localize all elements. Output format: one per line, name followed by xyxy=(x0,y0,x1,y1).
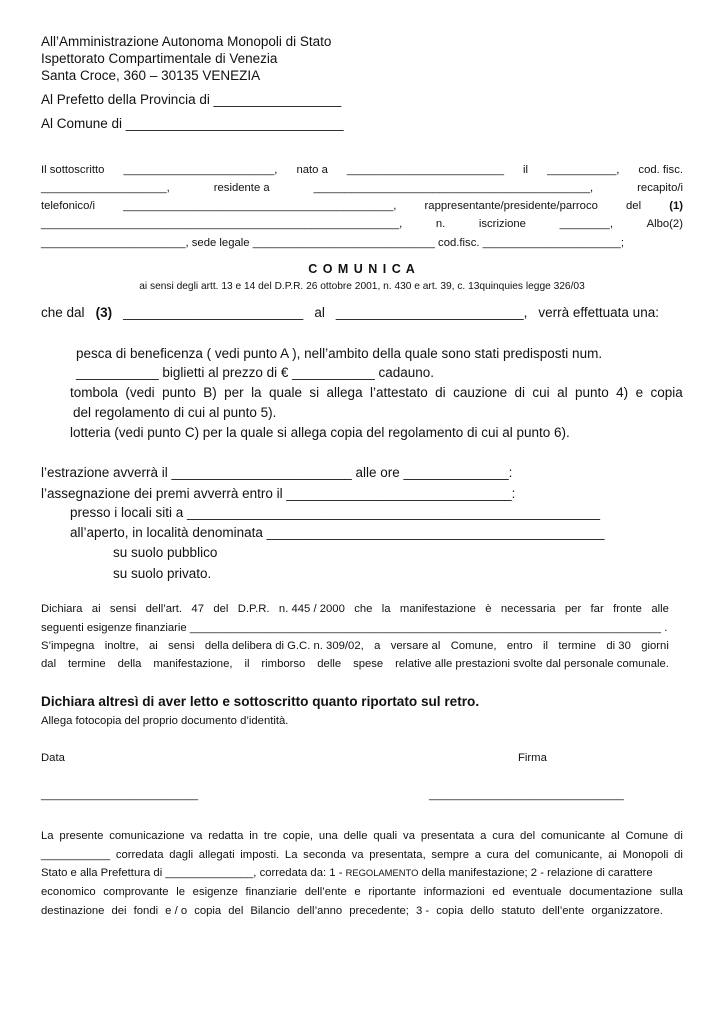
word: una xyxy=(318,830,338,842)
word: La xyxy=(41,830,54,842)
word: presentata xyxy=(420,830,475,842)
word: fronte xyxy=(613,603,642,615)
text: Il sottoscritto xyxy=(41,164,105,176)
note-ref: (3) xyxy=(95,305,113,320)
applicant-row-4 xyxy=(41,218,683,230)
word: cura xyxy=(492,830,515,842)
word: che xyxy=(354,603,373,615)
word: e / o xyxy=(165,905,188,917)
word: finanziarie xyxy=(245,886,298,898)
text: nato a xyxy=(296,164,328,176)
word: per xyxy=(564,603,582,615)
option-tombola xyxy=(70,385,683,400)
location-outdoor: all’aperto, in località denominata _____________________________________________ xyxy=(70,525,605,540)
word: B) xyxy=(203,385,217,400)
word: per xyxy=(224,385,244,400)
text: Albo(2) xyxy=(646,218,683,230)
event-period-row xyxy=(41,305,659,320)
word: sensi xyxy=(109,603,137,615)
word: e xyxy=(635,385,644,400)
word: è xyxy=(485,603,492,615)
word: Monopoli xyxy=(622,849,669,861)
word: ed xyxy=(492,886,505,898)
text: Stato e alla Prefettura di ______________, corredata da: 1 - xyxy=(41,867,346,879)
option-lotteria: lotteria (vedi punto C) per la quale si allega copia del regolamento di cui al punto 6). xyxy=(70,425,570,440)
word: comunicazione xyxy=(109,830,185,842)
declaration-line-4 xyxy=(41,658,669,670)
signature-label: Firma xyxy=(518,752,547,764)
word: D.P.R. xyxy=(237,603,270,615)
word: economico xyxy=(41,886,96,898)
word: manifestazione xyxy=(399,603,476,615)
word: cura xyxy=(486,849,509,861)
word: 4) xyxy=(616,385,629,400)
word: sensi xyxy=(168,640,195,652)
word: l’attestato xyxy=(369,385,428,400)
word: manifestazione, xyxy=(153,658,233,670)
word: (vedi xyxy=(125,385,155,400)
word: corredata xyxy=(115,849,164,861)
word: delle xyxy=(317,658,342,670)
word: dell’art. xyxy=(145,603,183,615)
blank: ____________________, xyxy=(41,182,170,194)
text: al xyxy=(314,305,325,320)
word: Dichiara xyxy=(41,603,83,615)
word: del xyxy=(213,603,229,615)
word: comunicante xyxy=(540,830,606,842)
word: Bilancio xyxy=(250,905,290,917)
word: seconda xyxy=(303,849,346,861)
blank: ___________, xyxy=(547,164,620,176)
addressee-address: Santa Croce, 360 – 30135 VENEZIA xyxy=(41,68,261,83)
word: eventuale xyxy=(512,886,562,898)
blank: ___________________________________________, xyxy=(123,200,397,212)
word: far xyxy=(590,603,604,615)
word: La xyxy=(284,849,298,861)
word: dagli xyxy=(169,849,194,861)
footer-line-3 xyxy=(41,867,653,879)
word: ai xyxy=(608,849,617,861)
private-ground: su suolo privato. xyxy=(113,566,212,581)
word: ___________ xyxy=(41,849,111,861)
declaration-line-2: seguenti esigenze finanziarie ___________________________________________________________________________ . xyxy=(41,622,668,634)
word: di xyxy=(674,849,683,861)
text: telefonico/i xyxy=(41,200,96,212)
blank: ________________________, xyxy=(123,164,278,176)
word: dell’ente xyxy=(542,905,585,917)
word: entro xyxy=(506,640,533,652)
word: copia xyxy=(650,385,683,400)
word: Comune xyxy=(625,830,669,842)
footer-line-4 xyxy=(41,886,683,898)
word: allegati xyxy=(198,849,235,861)
word: statuto xyxy=(501,905,536,917)
word: va xyxy=(351,849,364,861)
word: quali xyxy=(373,830,398,842)
text: cod. fisc. xyxy=(638,164,683,176)
word: a xyxy=(480,830,487,842)
word: organizzatore. xyxy=(591,905,663,917)
addressee-ispettorato: Ispettorato Compartimentale di Venezia xyxy=(41,51,278,66)
signature-line: _______________________________ xyxy=(429,789,624,801)
word: a xyxy=(474,849,482,861)
applicant-row-1 xyxy=(41,164,683,176)
location-indoor: presso i locali siti a _______________________________________________________ xyxy=(70,505,600,520)
word: del xyxy=(520,830,536,842)
word: termine xyxy=(558,640,597,652)
declaration-line-1 xyxy=(41,603,669,615)
id-attachment: Allega fotocopia del proprio documento d’identità. xyxy=(41,715,289,727)
word: in xyxy=(249,830,259,842)
note-ref: (1) xyxy=(669,200,683,212)
word: la xyxy=(381,603,391,615)
applicant-row-3 xyxy=(41,200,683,212)
word: delle xyxy=(343,830,368,842)
blank: ________________________ xyxy=(123,305,304,320)
word: ai xyxy=(91,603,101,615)
text: del xyxy=(626,200,642,212)
word: della delibera di G.C. n. 309/02, xyxy=(204,640,364,652)
word: precedente; xyxy=(349,905,409,917)
text: rappresentante/presidente/parroco xyxy=(424,200,598,212)
word: si xyxy=(309,385,320,400)
word: riportante xyxy=(368,886,417,898)
word: S’impegna xyxy=(41,640,95,652)
word: la xyxy=(251,385,262,400)
word: destinazione xyxy=(41,905,105,917)
word: 3 - xyxy=(415,905,430,917)
addressee-ams: All’Amministrazione Autonoma Monopoli di Stato xyxy=(41,34,332,49)
word: tre xyxy=(263,830,278,842)
word: tombola xyxy=(70,385,119,400)
word: spese xyxy=(353,658,384,670)
word: 47 xyxy=(191,603,204,615)
word: necessaria xyxy=(500,603,556,615)
footer-line-2 xyxy=(41,849,683,861)
word: dell’anno xyxy=(296,905,343,917)
extraction-date: l’estrazione avverrà il ________________________ alle ore ______________: xyxy=(41,465,513,480)
word: le xyxy=(176,886,186,898)
text: verrà effettuata una: xyxy=(538,305,659,320)
word: di xyxy=(674,830,683,842)
word: della xyxy=(117,658,142,670)
word: sulla xyxy=(659,886,683,898)
blank: ____________________________________________, xyxy=(313,182,594,194)
word: dello xyxy=(470,905,495,917)
word: punto xyxy=(574,385,609,400)
text-smallcaps: REGOLAMENTO xyxy=(345,867,419,878)
word: a xyxy=(374,640,381,652)
text: n. xyxy=(435,218,446,230)
word: informazioni xyxy=(423,886,485,898)
word: alle xyxy=(651,603,669,615)
word: esigenze xyxy=(192,886,238,898)
option-tombola-cont: del regolamento di cui al punto 5). xyxy=(73,405,277,420)
footer-line-5 xyxy=(41,905,663,917)
word: comprovante xyxy=(103,886,169,898)
word: al xyxy=(610,830,620,842)
word: di 30 xyxy=(606,640,631,652)
word: sempre xyxy=(431,849,470,861)
word: allega xyxy=(326,385,363,400)
word: punto xyxy=(162,385,196,400)
word: dal xyxy=(41,658,57,670)
blank: ________, xyxy=(559,218,613,230)
word: dell’ente xyxy=(304,886,347,898)
addressee-prefetto: Al Prefetto della Provincia di _________________ xyxy=(41,92,342,107)
text: recapito/i xyxy=(637,182,683,194)
word: Comune, xyxy=(450,640,497,652)
text: il xyxy=(523,164,529,176)
text: residente a xyxy=(213,182,270,194)
word: relative alle prestazioni svolte dal personale comunale. xyxy=(395,658,669,670)
word: va xyxy=(403,830,415,842)
word: imposti. xyxy=(240,849,280,861)
date-label: Data xyxy=(41,752,65,764)
word: documentazione xyxy=(569,886,653,898)
word: copia xyxy=(436,905,464,917)
comunica-title: C O M U N I C A xyxy=(308,262,416,276)
word: copie, xyxy=(282,830,314,842)
word: copia xyxy=(194,905,222,917)
word: inoltre, xyxy=(104,640,139,652)
text: iscrizione xyxy=(478,218,526,230)
word: dei xyxy=(111,905,127,917)
word: quale xyxy=(268,385,303,400)
word: redatta xyxy=(208,830,244,842)
option-pesca-prices: ___________ biglietti al prezzo di € ___________ cadauno. xyxy=(76,365,435,380)
text: che dal xyxy=(41,305,85,320)
word: e xyxy=(354,886,361,898)
public-ground: su suolo pubblico xyxy=(113,545,218,560)
word: rimborso xyxy=(261,658,306,670)
prize-assignment: l’assegnazione dei premi avverrà entro il ______________________________: xyxy=(41,486,516,501)
comunica-legal-ref: ai sensi degli artt. 13 e 14 del D.P.R. 26 ottobre 2001, n. 430 e art. 39, c. 13quinquies legge 326/03 xyxy=(139,281,585,292)
word: fondi xyxy=(133,905,159,917)
blank: _________________________ xyxy=(346,164,504,176)
bold-declaration: Dichiara altresì di aver letto e sottoscritto quanto riportato sul retro. xyxy=(41,694,480,709)
date-line: _________________________ xyxy=(41,789,199,801)
word: presente xyxy=(59,830,104,842)
word: comunicante, xyxy=(535,849,603,861)
blank: _________________________, xyxy=(335,305,528,320)
declaration-line-3 xyxy=(41,640,669,652)
applicant-row-2 xyxy=(41,182,683,194)
word: termine xyxy=(68,658,106,670)
word: presentata, xyxy=(369,849,426,861)
option-pesca: pesca di beneficenza ( vedi punto A ), nell’ambito della quale sono stati predisposti num. xyxy=(76,346,603,361)
word: ai xyxy=(149,640,158,652)
word: versare al xyxy=(390,640,441,652)
blank: _________________________________________________________, xyxy=(41,218,403,230)
word: al xyxy=(557,385,568,400)
word: del xyxy=(228,905,244,917)
word: di xyxy=(435,385,446,400)
word: cui xyxy=(532,385,550,400)
word: il xyxy=(244,658,250,670)
text: della manifestazione; 2 - relazione di carattere xyxy=(418,867,653,879)
word: n. 445 / 2000 xyxy=(278,603,345,615)
word: cauzione xyxy=(453,385,508,400)
word: giorni xyxy=(641,640,669,652)
word: va xyxy=(190,830,203,842)
applicant-row-5: _______________________, sede legale _____________________________ cod.fisc. ______________________; xyxy=(41,237,624,249)
word: di xyxy=(514,385,526,400)
footer-line-1 xyxy=(41,830,683,842)
word: il xyxy=(542,640,548,652)
addressee-comune: Al Comune di _____________________________ xyxy=(41,116,344,131)
word: del xyxy=(514,849,530,861)
